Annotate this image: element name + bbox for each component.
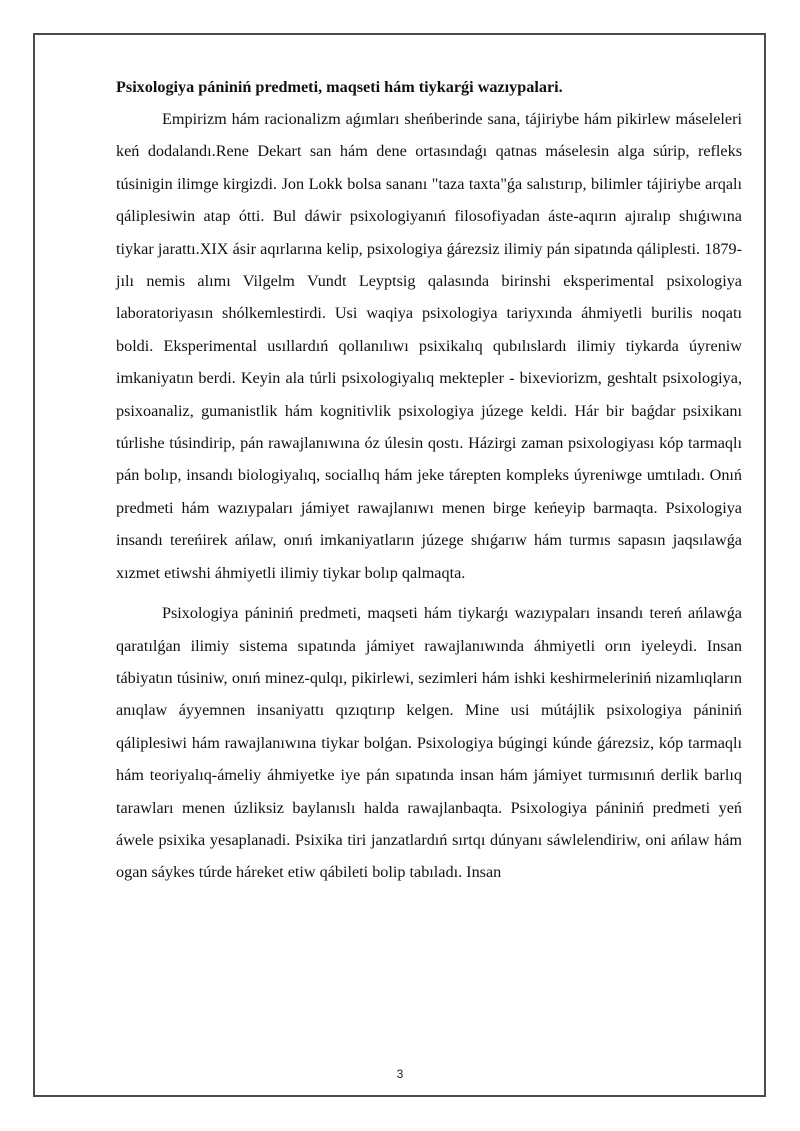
page-number: 3: [396, 1067, 404, 1081]
document-title: Psixologiya pániniń predmeti, maqseti hám tiykarǵi wazıypalari.: [116, 78, 563, 96]
paragraph-2: Psixologiya pániniń predmeti, maqseti hám tiykarǵı wazıypaları insandı tereń ańlawǵa qaratılǵan ilimiy sistema sıpatında jámiyet rawajlanıwında áhmiyetli orın iyeleydi. Insan tábiyatın túsiniw, onıń minez-qulqı, pikirlewi, sezimleri hám ishki keshirmeleriniń nizamlıqların anıqlaw áyyemnen insaniyattı qızıqtırıp kelgen. Mine usi mútájlik psixologiya pániniń qáliplesiwi hám rawajlanıwına tiykar bolǵan. Psixologiya búgingi kúnde ǵárezsiz, kóp tarmaqlı hám teoriyalıq-ámeliy áhmiyetke iye pán sıpatında insan hám jámiyet turmısınıń derlik barlıq tarawları menen úzliksiz baylanıslı halda rawajlanbaqta. Psixologiya pániniń predmeti yeń áwele psixika yesaplanadi. Psixika tiri janzatlardıń sırtqı dúnyanı sáwlelendiriw, oni ańlaw hám ogan sáykes túrde háreket etiw qábileti bolip tabıladı. Insan: [116, 604, 742, 882]
document-body: [116, 74, 742, 897]
paragraph-1: Empirizm hám racionalizm aǵımları sheńberinde sana, tájiriybe hám pikirlew máseleleri keń dodalandı.Rene Dekart san hám dene ortasındaǵı qatnas máselesin alga súrip, refleks túsinigin ilimge kirgizdi. Jon Lokk bolsa sananı "taza taxta"ǵa salıstırıp, bilimler tájiriybe arqalı qáliplesiwin atap ótti. Bul dáwir psixologiyanıń filosofiyadan áste-aqırın ajıralıp shıǵıwına tiykar jarattı.XIX ásir aqırlarına kelip, psixologiya ǵárezsiz ilimiy pán sipatında qáliplesti. 1879-jılı nemis alımı Vilgelm Vundt Leyptsig qalasında birinshi eksperimental psixologiya laboratoriyasın shólkemlestirdi. Usi waqiya psixologiya tariyxında áhmiyetli burilis noqatı boldi. Eksperimental usıllardıń qollanılıwı psixikalıq qubılıslardı ilimiy tiykarda úyreniw imkaniyatın berdi. Keyin ala túrli psixologiyalıq mektepler - bixeviorizm, geshtalt psixologiya, psixoanaliz, gumanistlik hám kognitivlik psixologiya júzege keldi. Hár bir baǵdar psixikanı túrlishe túsindirip, pán rawajlanıwına óz úlesin qostı. Házirgi zaman psixologiyası kóp tarmaqlı pán bolıp, insandı biologiyalıq, sociallıq hám jeke tárepten kompleks úyreniwge umtıladı. Onıń predmeti hám wazıypaları jámiyet rawajlanıwı menen birge keńeyip barmaqta. Psixologiya insandı tereńirek ańlaw, onıń imkaniyatların júzege shıǵarıw hám turmıs sapasın jaqsılawǵa xızmet etiwshi áhmiyetli ilimiy tiykar bolıp qalmaqta.: [116, 110, 742, 582]
